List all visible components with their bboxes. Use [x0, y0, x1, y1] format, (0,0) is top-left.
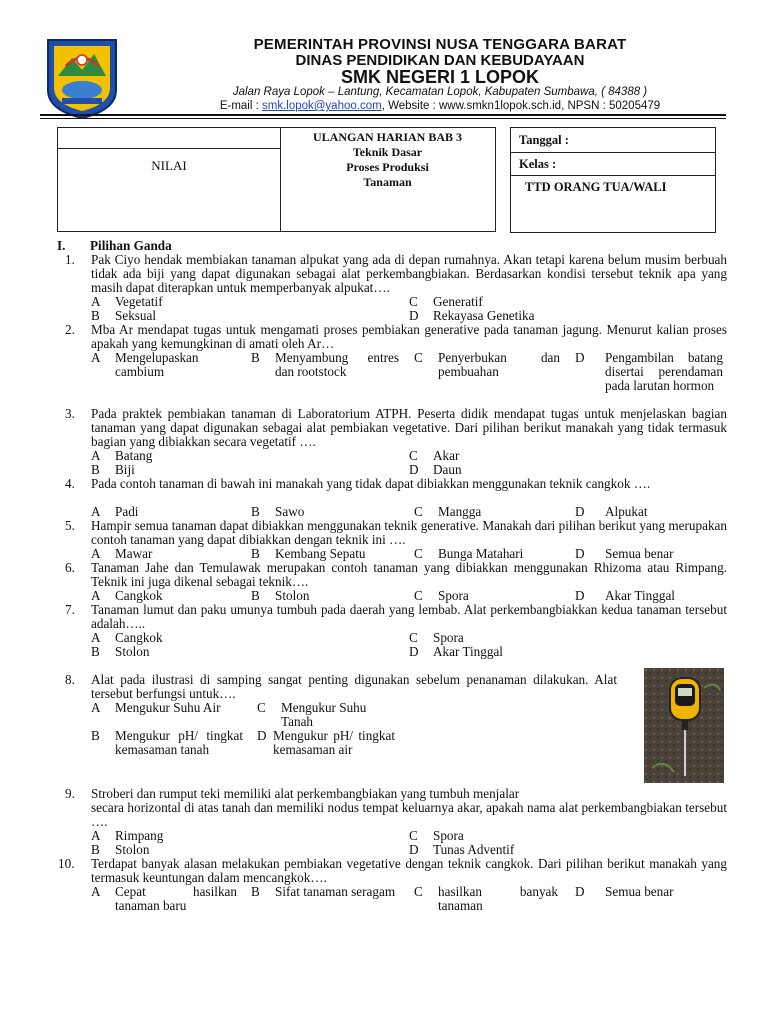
option-letter: C	[414, 884, 423, 899]
header-contact	[140, 100, 740, 112]
option-text: Cangkok	[115, 630, 163, 645]
option-letter: C	[409, 448, 418, 463]
option-letter: D	[409, 308, 419, 323]
option-text: Tunas Adventif	[433, 842, 515, 857]
question-text: Mba Ar mendapat tugas untuk mengamati proses pembiakan generative pada tanaman jagung. Menurut kalian proses apakah yang kemungkinan di amati oleh Ar…	[91, 322, 727, 351]
option-letter: B	[91, 308, 100, 323]
question-text: Tanaman Jahe dan Temulawak merupakan contoh tanaman yang dibiakkan menggunakan Rhizoma atau Rimpang. Teknik ini juga dikenal sebagai teknik….	[91, 560, 727, 589]
option-text: Bunga Matahari	[438, 546, 524, 561]
option-text: Sawo	[275, 504, 305, 519]
option-text: Spora	[433, 630, 464, 645]
option-letter: C	[414, 350, 423, 365]
option-letter: C	[414, 546, 423, 561]
question-number: 10.	[58, 856, 75, 871]
option-letter: A	[91, 448, 101, 463]
option-letter: B	[251, 546, 260, 561]
email-label: E-mail :	[219, 100, 262, 112]
option-letter: A	[91, 700, 101, 715]
option-letter: C	[409, 828, 418, 843]
header-school-name: SMK NEGERI 1 LOPOK	[340, 67, 540, 87]
option-text: Mangga	[438, 504, 482, 519]
option-letter: D	[409, 644, 419, 659]
option-text: Padi	[115, 504, 139, 519]
question-text: Terdapat banyak alasan melakukan pembiakan vegetative dengan teknik cangkok. Dari pilihan berikut manakah yang termasuk keuntungan dalam mencangkok….	[91, 856, 727, 885]
option-letter: D	[575, 588, 585, 603]
option-text: Akar Tinggal	[433, 644, 503, 659]
option-letter: B	[91, 728, 100, 743]
option-letter: A	[91, 350, 101, 365]
option-letter: B	[251, 350, 260, 365]
header-rule-thick	[40, 114, 726, 116]
question-text-cont: secara horizontal di atas tanah dan memiliki nodus tempat keluarnya akar, apakah nama alat perkembangbiakan tersebut ….	[91, 800, 727, 829]
option-text: Sifat tanaman seragam	[275, 884, 396, 899]
date-field[interactable]: Tanggal :	[511, 128, 715, 153]
exam-title-line: Tanaman	[363, 175, 412, 189]
question-number: 8.	[65, 672, 75, 687]
section-title: Pilihan Ganda	[90, 238, 172, 253]
option-letter: A	[91, 504, 101, 519]
option-text: Spora	[433, 828, 464, 843]
option-text: Akar	[433, 448, 460, 463]
question-number: 3.	[65, 406, 75, 421]
question-number: 2.	[65, 322, 75, 337]
option-text: Stolon	[115, 842, 150, 857]
option-letter: C	[414, 504, 423, 519]
option-letter: B	[251, 504, 260, 519]
option-letter: D	[257, 728, 267, 743]
header-province: PEMERINTAH PROVINSI NUSA TENGGARA BARAT	[253, 36, 627, 53]
question-number: 7.	[65, 602, 75, 617]
option-text: Mengukur Suhu Air	[115, 700, 221, 715]
option-letter: A	[91, 588, 101, 603]
class-field[interactable]: Kelas :	[511, 153, 715, 176]
option-letter: D	[575, 546, 585, 561]
question-text: Pada praktek pembiakan tanaman di Laboratorium ATPH. Peserta didik mendapat tugas untuk menjelaskan bagian tanaman yang dapat digunakan sebagai alat pembiakan vegetative. Dari pilihan berikut manakah yang tidak termasuk bagian yang dibiakkan secara vegetatif ….	[91, 406, 727, 449]
option-text: Alpukat	[605, 504, 648, 519]
option-text: Cangkok	[115, 588, 163, 603]
option-letter: D	[575, 884, 585, 899]
question-text: Tanaman lumut dan paku umunya tumbuh pada daerah yang lembab. Alat perkembangbiakkan kedua tanaman tersebut adalah…..	[91, 602, 727, 631]
option-text: Biji	[115, 462, 135, 477]
question-number: 4.	[65, 476, 75, 491]
option-letter: D	[575, 350, 585, 365]
option-text: Seksual	[115, 308, 157, 323]
score-box	[57, 127, 496, 232]
exam-title-line: Teknik Dasar	[352, 145, 423, 159]
option-letter: B	[91, 462, 100, 477]
option-text: Rekayasa Genetika	[433, 308, 535, 323]
option-text: Batang	[115, 448, 153, 463]
option-letter: C	[257, 700, 266, 715]
option-text: Mengukur Suhu Tanah	[281, 700, 367, 729]
exam-title-line: Proses Produksi	[346, 160, 429, 174]
option-text: Stolon	[275, 588, 310, 603]
question-text: Hampir semua tanaman dapat dibiakkan menggunakan teknik generative. Manakah dari pilihan berikut yang merupakan contoh tanaman yang dapat dibiakkan dengan teknik ini ….	[91, 518, 727, 547]
option-text: Mawar	[115, 546, 153, 561]
header-address: Jalan Raya Lopok – Lantung, Kecamatan Lopok, Kabupaten Sumbawa, ( 84388 )	[232, 86, 648, 98]
question-text: Pak Ciyo hendak membiakan tanaman alpukat yang ada di depan rumahnya. Akan tetapi karena belum musim berbuah tidak ada biji yang dapat digunakan sebagai alat perkembangbiakan. Berdasarkan kondisi tersebut teknik apa yang masih dapat diterapkan untuk memperbanyak alpukat….	[91, 252, 727, 295]
option-letter: B	[91, 644, 100, 659]
soil-ph-meter-photo	[644, 668, 724, 783]
option-text: Kembang Sepatu	[275, 546, 366, 561]
option-letter: D	[409, 462, 419, 477]
option-text: Semua benar	[605, 546, 674, 561]
option-text: Cepat hasilkan tanaman baru	[115, 884, 237, 913]
question-text: Alat pada ilustrasi di samping sangat penting digunakan sebelum penanaman dilakukan. Alat tersebut berfungsi untuk….	[91, 672, 617, 701]
question-number: 1.	[65, 252, 75, 267]
question-number: 6.	[65, 560, 75, 575]
question-number: 5.	[65, 518, 75, 533]
option-text: Menyambung entres dan rootstock	[275, 350, 399, 379]
option-letter: D	[409, 842, 419, 857]
option-text: Rimpang	[115, 828, 164, 843]
option-letter: A	[91, 828, 101, 843]
option-text: Daun	[433, 462, 462, 477]
score-box-divider	[58, 148, 280, 149]
option-letter: C	[409, 630, 418, 645]
option-text: Semua benar	[605, 884, 674, 899]
option-letter: B	[251, 588, 260, 603]
option-text: Akar Tinggal	[605, 588, 675, 603]
exam-title	[280, 130, 495, 190]
option-text: Vegetatif	[115, 294, 163, 309]
exam-title-line: ULANGAN HARIAN BAB 3	[312, 130, 462, 144]
option-letter: A	[91, 546, 101, 561]
section-number: I.	[57, 238, 66, 253]
option-text: Mengukur pH/ tingkat kemasaman tanah	[115, 728, 243, 757]
option-letter: C	[414, 588, 423, 603]
option-letter: B	[251, 884, 260, 899]
option-letter: A	[91, 884, 101, 899]
option-text: Penyerbukan dan pembuahan	[438, 350, 560, 379]
student-info-box	[510, 127, 716, 233]
header-rule-thin	[40, 118, 726, 119]
parent-signature-field[interactable]: TTD ORANG TUA/WALI	[525, 180, 667, 194]
option-text: Generatif	[433, 294, 483, 309]
option-text: Mengukur pH/ tingkat kemasaman air	[273, 728, 395, 757]
option-letter: C	[409, 294, 418, 309]
header-department: DINAS PENDIDIKAN DAN KEBUDAYAAN	[295, 52, 585, 69]
option-letter: A	[91, 294, 101, 309]
option-letter: A	[91, 630, 101, 645]
question-number: 9.	[65, 786, 75, 801]
option-letter: D	[575, 504, 585, 519]
question-text: Pada contoh tanaman di bawah ini manakah yang tidak dapat dibiakkan menggunakan teknik cangkok ….	[91, 476, 651, 491]
province-emblem-logo	[42, 36, 122, 120]
option-letter: B	[91, 842, 100, 857]
option-text: Spora	[438, 588, 469, 603]
option-text: Stolon	[115, 644, 150, 659]
option-text: Mengelupaskan cambium	[115, 350, 199, 379]
score-label: NILAI	[151, 158, 187, 173]
question-text: Stroberi dan rumput teki memiliki alat perkembangbiakan yang tumbuh menjalar	[91, 786, 520, 801]
email-link[interactable]: smk.lopok@yahoo.com	[261, 100, 382, 112]
website-npsn: , Website : www.smkn1lopok.sch.id, NPSN : 50205479	[381, 100, 661, 112]
option-text: Pengambilan batang disertai perendaman pada larutan hormon	[605, 350, 723, 393]
option-text: hasilkan banyak tanaman	[438, 884, 558, 913]
